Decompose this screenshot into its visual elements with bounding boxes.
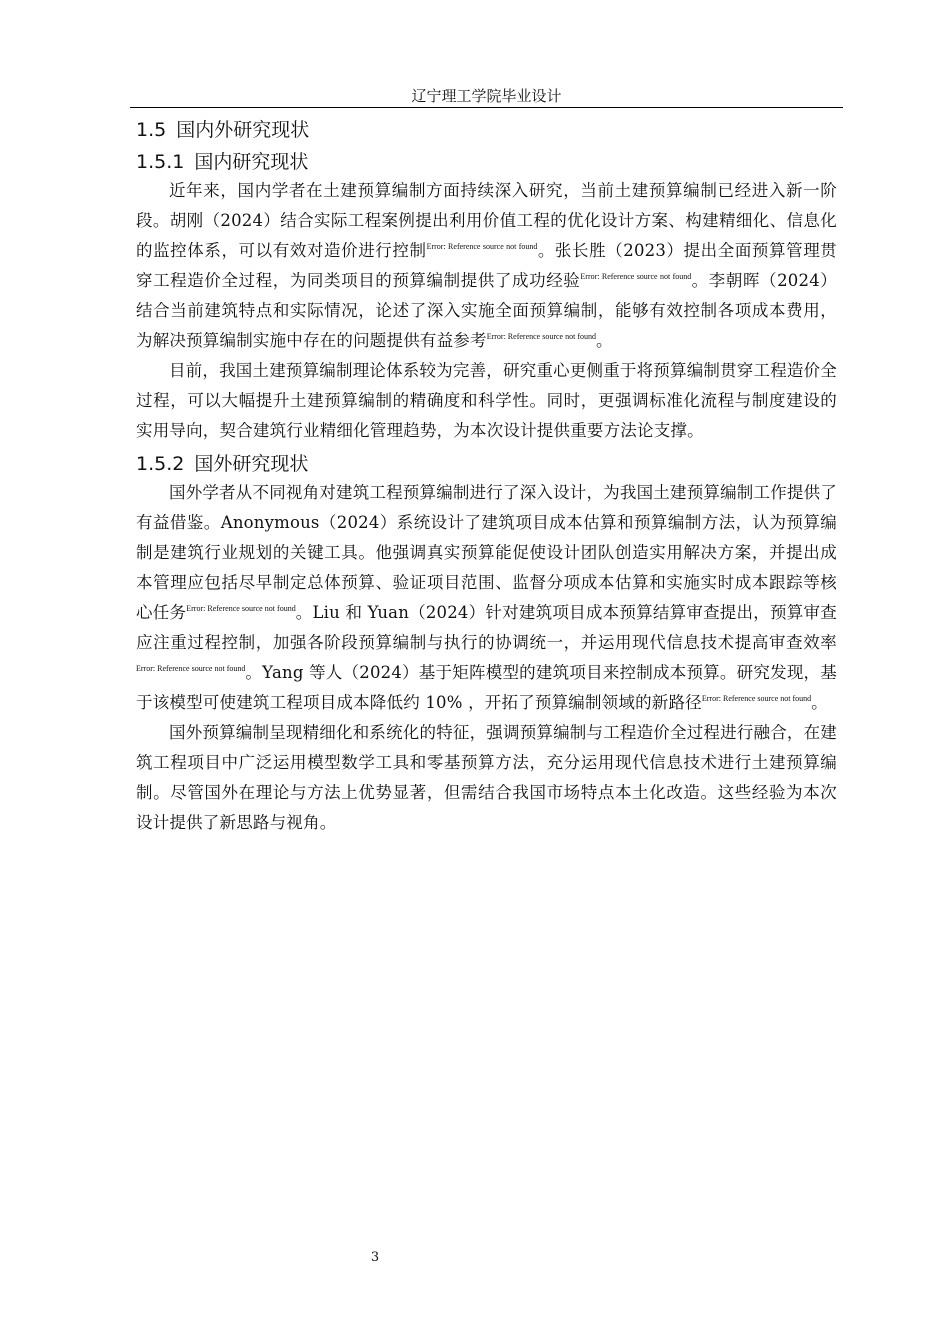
paragraph-text: 。Liu 和 Yuan（2024）针对建筑项目成本预算结算审查提出，预算审查应注重过程控制，加强各阶段预算编制与执行的协调统一，并运用现代信息技术提高审查效率 — [136, 603, 837, 652]
reference-error: Error: Reference source not found — [426, 241, 538, 251]
reference-error: Error: Reference source not found — [136, 663, 246, 673]
section-title: 国内研究现状 — [194, 151, 309, 173]
reference-error: Error: Reference source not found — [186, 603, 296, 613]
paragraph-text: 近年来，国内学者在土建预算编制方面持续深入研究，当前土建预算编制已经进入新一阶段。胡刚（2024）结合实际工程案例提出利用价值工程的优化设计方案、构建精细化、信息化的监控体系，可以有效对造价进行控制 — [136, 181, 837, 260]
section-title: 国内外研究现状 — [176, 119, 310, 141]
paragraph-text: 。 — [596, 331, 613, 350]
section-heading-1-5-2 — [136, 452, 837, 476]
section-number: 1.5 — [136, 119, 167, 141]
reference-error: Error: Reference source not found — [580, 271, 692, 281]
section-number: 1.5.2 — [136, 453, 185, 475]
paragraph-text: 。Yang 等人（2024）基于矩阵模型的建筑项目来控制成本预算。研究发现，基于该模型可使建筑工程项目成本降低约 10% ，开拓了预算编制领域的新路径 — [136, 663, 837, 712]
section-title: 国外研究现状 — [194, 453, 309, 475]
section-heading-1-5 — [136, 118, 837, 142]
section-number: 1.5.1 — [136, 151, 185, 173]
paragraph-foreign-1 — [136, 478, 837, 718]
page-body — [136, 118, 837, 838]
header-divider — [130, 107, 843, 108]
paragraph-domestic-2: 目前，我国土建预算编制理论体系较为完善，研究重心更侧重于将预算编制贯穿工程造价全过程，可以大幅提升土建预算编制的精确度和科学性。同时，更强调标准化流程与制度建设的实用导向，契合建筑行业精细化管理趋势，为本次设计提供重要方法论支撑。 — [136, 361, 837, 440]
paragraph-text: 。 — [811, 693, 828, 712]
paragraph-foreign-2: 国外预算编制呈现精细化和系统化的特征，强调预算编制与工程造价全过程进行融合，在建筑工程项目中广泛运用模型数学工具和零基预算方法，充分运用现代信息技术进行土建预算编制。尽管国外在理论与方法上优势显著，但需结合我国市场特点本土化改造。这些经验为本次设计提供了新思路与视角。 — [136, 723, 837, 832]
reference-error: Error: Reference source not found — [486, 331, 596, 341]
page-header: 辽宁理工学院毕业设计 — [411, 87, 562, 105]
page-number: 3 — [370, 1250, 380, 1265]
section-heading-1-5-1 — [136, 150, 837, 174]
paragraph-text: 。李朝晖（2024）结合当前建筑特点和实际情况，论述了深入实施全面预算编制，能够有效控制各项成本费用，为解决预算编制实施中存在的问题提供有益参考 — [136, 271, 837, 350]
paragraph-text: 。张长胜（2023）提出全面预算管理贯穿工程造价全过程，为同类项目的预算编制提供了成功经验 — [136, 241, 837, 290]
paragraph-domestic-1 — [136, 176, 837, 356]
paragraph-text: 国外学者从不同视角对建筑工程预算编制进行了深入设计，为我国土建预算编制工作提供了有益借鉴。Anonymous（2024）系统设计了建筑项目成本估算和预算编制方法，认为预算编制是建筑行业规划的关键工具。他强调真实预算能促使设计团队创造实用解决方案，并提出成本管理应包括尽早制定总体预算、验证项目范围、监督分项成本估算和实施实时成本跟踪等核心任务 — [136, 483, 837, 622]
reference-error: Error: Reference source not found — [701, 693, 812, 703]
